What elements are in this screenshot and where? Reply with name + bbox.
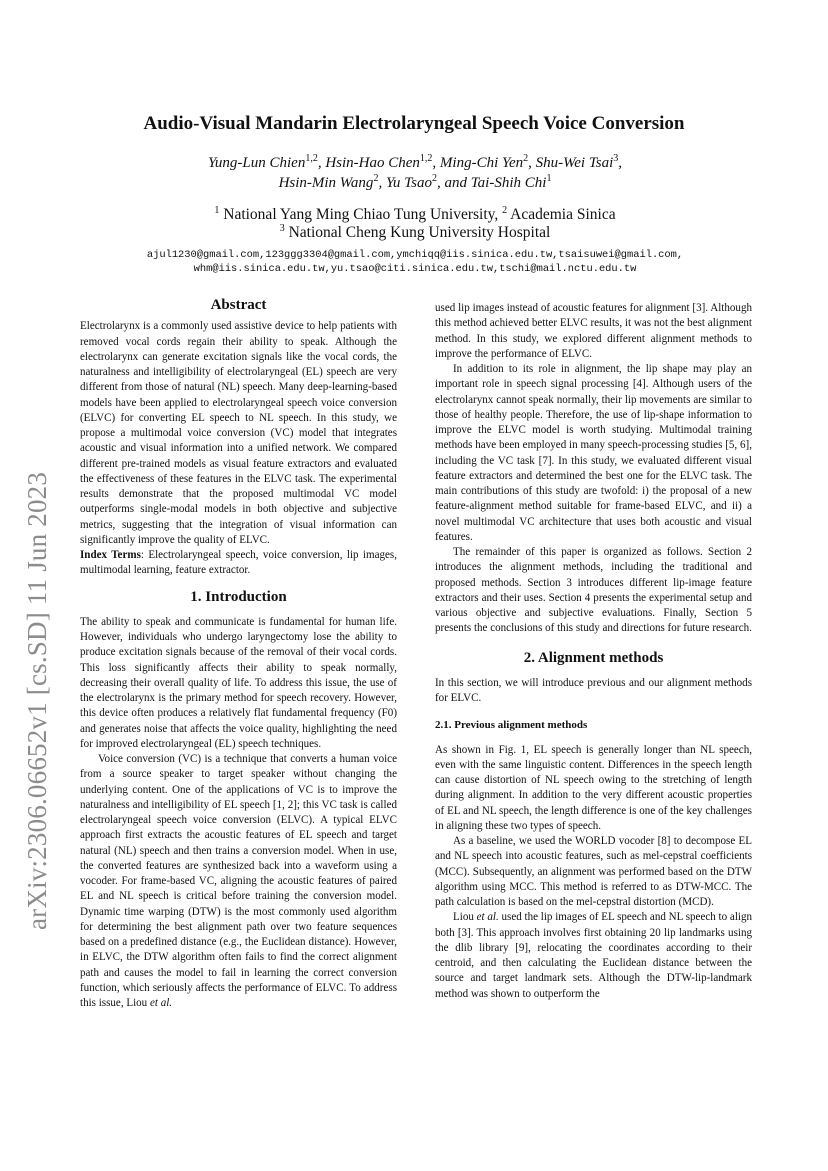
affiliation-line-2: $^3$ National Cheng Kung University Hospital [279, 223, 551, 242]
emails-line-2: whm@iis.sinica.edu.tw,yu.tsao@citi.sinica.edu.tw,tschi@mail.nctu.edu.tw [193, 263, 637, 275]
author: Hsin-Min Wang$^2$, [278, 173, 386, 191]
previous-alignment-paragraph-1: As shown in Fig. 1, EL speech is generally longer than NL speech, even with the same linguistic content. Differences in the speech length can cause distortion of NL speech owing to the stretching of length during alignment. In addition to the very different acoustic properties of EL and NL speech, the length difference is one of the key challenges in aligning these two types of speech. [435, 743, 752, 832]
author: Yu Tsao$^2$, [385, 173, 445, 191]
emails-line-1: ajul1230@gmail.com,123ggg3304@gmail.com,ymchiqq@iis.sinica.edu.tw,tsaisuwei@gmail.com, [146, 249, 684, 261]
index-terms-label: Index Terms [80, 549, 141, 561]
alignment-intro: In this section, we will introduce previous and our alignment methods for ELVC. [435, 676, 752, 704]
left-column [80, 298, 397, 1011]
authors-line-2 [100, 173, 730, 192]
intro-paragraph-1: The ability to speak and communicate is fundamental for human life. However, individuals who undergo laryngectomy lose the ability to produce excitation signals because of the removal of their vocal cords. This loss significantly affects their ability to speak normally, decreasing their overall quality of life. To address this issue, the use of the electrolarynx is the primary method for speech recovery. However, this device often produces a relatively flat fundamental frequency (F0) and generates noise that affects the voice quality, highlighting the need for improved electrolaryngeal (EL) speech techniques. [80, 615, 397, 750]
intro-paragraph-2: Voice conversion (VC) is a technique that converts a human voice from a source speaker to target speaker without changing the underlying content. One of the applications of VC is to improve the naturalness and intelligibility of EL speech [1, 2]; this VC task is called electrolaryngeal speech voice conversion (ELVC). A typical ELVC approach first extracts the acoustic features of EL speech and target natural (NL) speech and then trains a conversion model. When in use, the converted features are synthesized back into a waveform using a vocoder. For frame-based VC, aligning the acoustic features of paired EL and NL speech is critical before training the conversion model. Dynamic time warping (DTW) is the most commonly used algorithm for determining the best alignment path over two feature sequences based on a predefined distance (e.g., the Euclidean distance). However, in ELVC, the DTW algorithm often fails to find the correct alignment path and causes the model to fail in learning the correct conversion function, which seriously affects the performance of ELVC. To address this issue, Liou et al. [80, 753, 397, 1009]
author: and Tai-Shih Chi$^1$ [444, 173, 552, 191]
affiliation-line-1: $^1$ National Yang Ming Chiao Tung University, $^2$ Academia Sinica [214, 205, 616, 224]
author: Ming-Chi Yen$^2$, [439, 153, 536, 171]
intro-paragraph-3: used lip images instead of acoustic features for alignment [3]. Although this method achieved better ELVC results, it was not the best alignment method. In this study, we explored different alignment methods to improve the performance of ELVC. [435, 302, 752, 360]
author: Yung-Lun Chien$^{1,2}$, [207, 153, 326, 171]
previous-alignment-paragraph-2: As a baseline, we used the WORLD vocoder [8] to decompose EL and NL speech into acoustic features, such as mel-cepstral coefficients (MCC). Subsequently, an alignment was performed based on the DTW algorithm using MCC. This method is referred to as DTW-MCC. The path calculation is based on the mel-cepstral distortion (MCD). [435, 835, 752, 908]
arxiv-identifier: arXiv:2306.06652v1 [cs.SD] 11 Jun 2023 [22, 471, 52, 930]
abstract-heading: Abstract [210, 297, 267, 313]
index-terms: Index Terms: Electrolaryngeal speech, voice conversion, lip images, multimodal learning, feature extractor. [80, 549, 397, 577]
previous-alignment-paragraph-3: Liou et al. used the lip images of EL speech and NL speech to align both [3]. This approach involves first obtaining 20 lip landmarks using the dlib library [9], relocating the coordinates according to their centroid, and then calculating the Euclidean distance between the source and target landmark sets. Although the DTW-lip-landmark method was shown to outperform the [435, 911, 752, 1000]
authors-line-1 [100, 153, 730, 172]
intro-paragraph-5: The remainder of this paper is organized as follows. Section 2 introduces the alignment methods, including the traditional and proposed methods. Section 3 introduces different lip-image feature extractors and their uses. Section 4 presents the experimental setup and various objective and subjective evaluations. Finally, Section 5 presents the conclusions of this study and directions for future research. [435, 546, 752, 635]
introduction-heading: 1. Introduction [190, 588, 287, 605]
paper-title: Audio-Visual Mandarin Electrolaryngeal Speech Voice Conversion [143, 113, 685, 134]
author: Shu-Wei Tsai$^3$, [535, 153, 623, 171]
alignment-methods-heading: 2. Alignment methods [523, 649, 664, 666]
right-column [435, 301, 752, 1002]
author: Hsin-Hao Chen$^{1,2}$, [325, 153, 440, 171]
previous-alignment-heading: 2.1. Previous alignment methods [435, 719, 588, 732]
intro-paragraph-4: In addition to its role in alignment, the lip shape may play an important role in speech signal processing [4]. Although users of the electrolarynx cannot speak normally, their lip movements are similar to those of healthy people. Therefore, the use of lip-shape information to improve the ELVC model is worth studying. Multimodal training methods have been employed in many speech-processing studies [5, 6], including the VC task [7]. In this study, we evaluated different visual feature extractors and determined the best one for the ELVC task. The main contributions of this study are twofold: i) the proposal of a new feature-alignment method suitable for frame-based ELVC, and ii) a novel multimodal VC architecture that uses both acoustic and visual features. [435, 363, 752, 543]
abstract-text: Electrolarynx is a commonly used assistive device to help patients with removed vocal cords regain their ability to speak. Although the electrolarynx can generate excitation signals like the vocal cords, the naturalness and intelligibility of electrolaryngeal (EL) speech are very different from those of natural (NL) speech. Many deep-learning-based models have been applied to electrolaryngeal speech voice conversion (ELVC) for converting EL speech to NL speech. In this study, we propose a multimodal voice conversion (VC) model that integrates acoustic and visual information into a unified network. We compared different pre-trained models as visual feature extractors and evaluated the effectiveness of these features in the ELVC task. The experimental results demonstrate that the proposed multimodal VC model outperforms single-modal models in both objective and subjective metrics, suggesting that the integration of visual information can significantly improve the quality of ELVC. [80, 320, 397, 546]
